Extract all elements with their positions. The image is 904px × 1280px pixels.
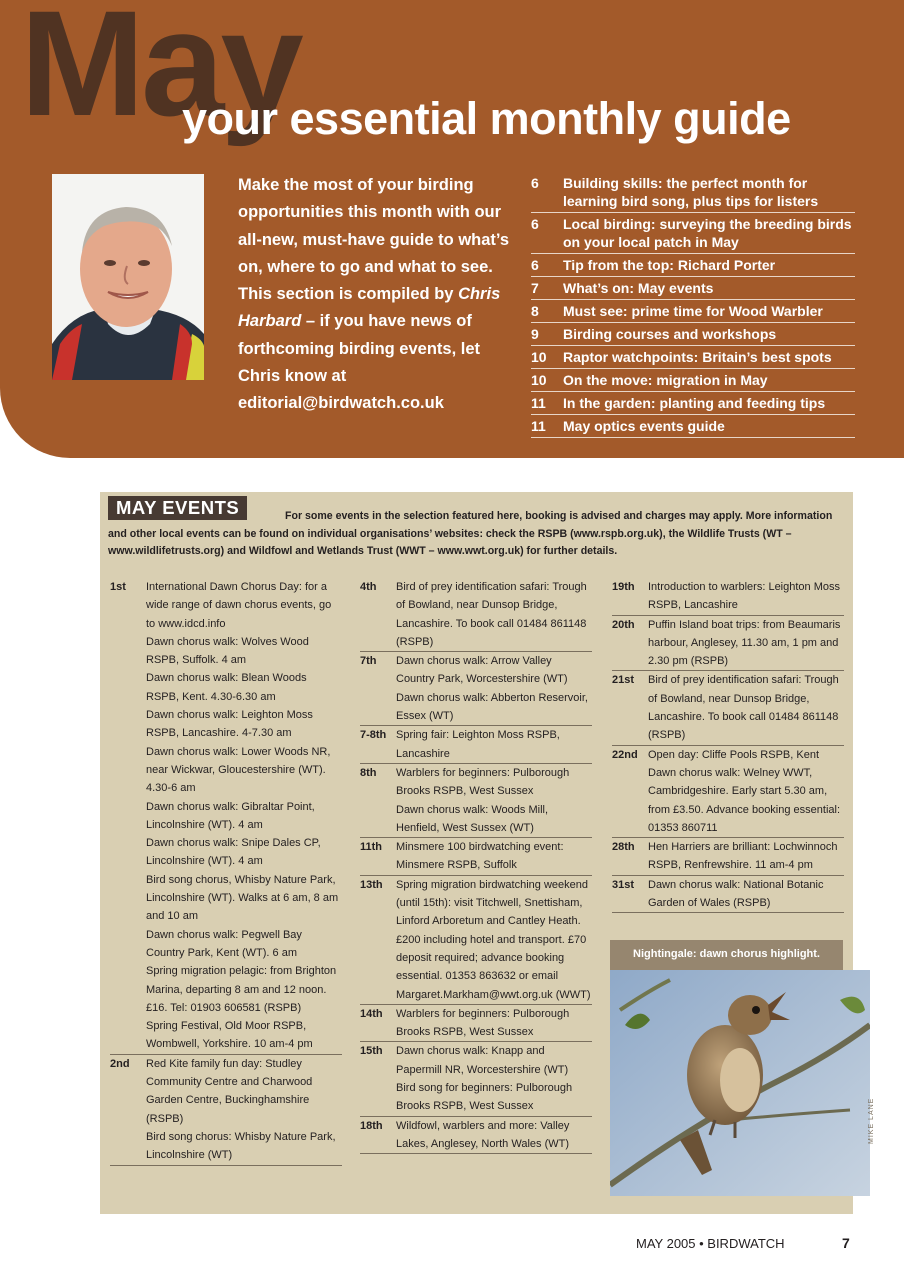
- event-items: [396, 1042, 592, 1115]
- event-date: 15th: [360, 1045, 383, 1058]
- event-date: 1st: [110, 581, 126, 593]
- event-item: Bird of prey identification safari: Trough of Bowland, near Dunsop Bridge, Lancashire. To book call 01484 861148 (RSPB): [396, 581, 587, 648]
- event-date: 20th: [612, 618, 635, 631]
- toc-title: May optics events guide: [563, 418, 725, 434]
- event-item: Wildfowl, warblers and more: Valley Lakes, Anglesey, North Wales (WT): [396, 1119, 570, 1150]
- event-row: [110, 578, 342, 1055]
- toc-page: 6: [531, 257, 539, 273]
- event-item: Open day: Cliffe Pools RSPB, Kent: [648, 748, 819, 761]
- events-heading: MAY EVENTS: [108, 496, 247, 520]
- event-row: [612, 838, 844, 876]
- event-date: 14th: [360, 1007, 383, 1020]
- event-items: [648, 746, 844, 837]
- event-row: [360, 578, 592, 652]
- intro-paragraph: [238, 172, 520, 418]
- event-item: Dawn chorus walk: Leighton Moss RSPB, Lancashire. 4-7.30 am: [146, 709, 313, 740]
- event-date: 22nd: [612, 748, 638, 761]
- event-items: [396, 876, 592, 1004]
- event-item: Bird song for beginners: Pulborough Brooks RSPB, West Sussex: [396, 1082, 573, 1113]
- author-photo: [52, 174, 204, 380]
- event-item: Dawn chorus walk: Gibraltar Point, Lincolnshire (WT). 4 am: [146, 800, 315, 831]
- toc-title: Building skills: the perfect month for learning bird song, plus tips for listers: [563, 175, 819, 209]
- event-item: Dawn chorus walk: National Botanic Garden of Wales (RSPB): [648, 878, 824, 910]
- toc-item[interactable]: [531, 346, 855, 369]
- event-item: Bird of prey identification safari: Trough of Bowland, near Dunsop Bridge, Lancashire. To book call 01484 861148 (RSPB): [648, 674, 839, 742]
- event-date: 18th: [360, 1119, 383, 1132]
- event-items: [396, 652, 592, 725]
- event-date: 8th: [360, 766, 377, 779]
- event-row: [360, 1005, 592, 1043]
- events-column-1: [110, 578, 342, 1166]
- event-date: 11th: [360, 841, 383, 854]
- events-intro: For some events in the selection featured here, booking is advised and charges may apply. More information and other local events can be found on individual organisations’ websites: check the RSPB (www.rspb.org.uk), the Wildlife Trusts (WT – www.wildlifetrusts.org) and Wildfowl and Wetlands Trust (WWT – www.wwt.org.uk) for further details.: [108, 510, 833, 557]
- event-date: 4th: [360, 581, 377, 593]
- toc-title: Must see: prime time for Wood Warbler: [563, 303, 823, 319]
- toc-item[interactable]: [531, 392, 855, 415]
- event-item: Dawn chorus walk: Woods Mill, Henfield, West Sussex (WT): [396, 803, 549, 834]
- toc-title: Birding courses and workshops: [563, 326, 777, 342]
- author-portrait-image: [52, 174, 204, 380]
- event-items: [396, 838, 592, 875]
- toc-title: What’s on: May events: [563, 280, 714, 296]
- photo-credit: MIKE LANE: [868, 1097, 875, 1144]
- event-item: Hen Harriers are brilliant: Lochwinnoch RSPB, Renfrewshire. 11 am-4 pm: [648, 841, 838, 872]
- event-items: [396, 726, 592, 763]
- intro-text-end: – if you have news of forthcoming birding events, let Chris know at editorial@birdwatch.co.uk: [238, 312, 481, 413]
- event-item: Dawn chorus walk: Arrow Valley Country Park, Worcestershire (WT): [396, 655, 568, 686]
- event-item: Dawn chorus walk: Knapp and Papermill NR, Worcestershire (WT): [396, 1045, 569, 1076]
- event-item: Bird song chorus: Whisby Nature Park, Lincolnshire (WT): [146, 1130, 336, 1162]
- event-date: 28th: [612, 841, 635, 854]
- page-subtitle: your essential monthly guide: [182, 93, 791, 144]
- toc-item[interactable]: [531, 415, 855, 438]
- events-column-3: [612, 578, 844, 913]
- event-row: [360, 764, 592, 838]
- intro-author: Chris Harbard: [238, 285, 501, 331]
- event-item: Warblers for beginners: Pulborough Brooks RSPB, West Sussex: [396, 1007, 570, 1039]
- event-item: Spring Festival, Old Moor RSPB, Wombwell, Yorkshire. 10 am-4 pm: [146, 1020, 313, 1051]
- event-item: Spring migration pelagic: from Brighton Marina, departing 8 am and 12 noon. £16. Tel: 01903 606581 (RSPB): [146, 965, 337, 1014]
- toc-page: 11: [531, 395, 546, 411]
- events-column-2: [360, 578, 592, 1154]
- contents-list: [531, 172, 855, 438]
- toc-page: 6: [531, 175, 539, 191]
- event-item: Dawn chorus walk: Abberton Reservoir, Essex (WT): [396, 691, 588, 723]
- toc-page: 8: [531, 303, 539, 319]
- toc-page: 11: [531, 418, 546, 434]
- toc-page: 6: [531, 216, 539, 232]
- event-item: Red Kite family fun day: Studley Community Centre and Charwood Garden Centre, Buckinghamshire (RSPB): [146, 1057, 313, 1125]
- toc-page: 9: [531, 326, 539, 342]
- toc-item[interactable]: [531, 369, 855, 392]
- event-date: 7th: [360, 655, 377, 668]
- toc-title: Local birding: surveying the breeding birds on your local patch in May: [563, 216, 852, 250]
- event-row: [360, 876, 592, 1005]
- toc-title: In the garden: planting and feeding tips: [563, 395, 826, 411]
- toc-page: 10: [531, 349, 547, 365]
- event-row: [360, 1117, 592, 1155]
- event-row: [360, 726, 592, 764]
- event-items: [396, 764, 592, 837]
- intro-text-start: Make the most of your birding opportunities this month with our all-new, must-have guide to what’s on, where to go and what to see. This section is compiled by: [238, 176, 510, 304]
- event-items: [648, 578, 844, 615]
- event-items: [396, 578, 592, 651]
- event-item: Dawn chorus walk: Snipe Dales CP, Lincolnshire (WT). 4 am: [146, 837, 321, 868]
- event-item: Dawn chorus walk: Welney WWT, Cambridgeshire. Early start 5.30 am, from £3.50. Advance booking essential: 01353 860711: [648, 766, 841, 834]
- event-date: 31st: [612, 878, 635, 891]
- event-item: Puffin Island boat trips: from Beaumaris harbour, Anglesey, 11.30 am, 1 pm and 2.30 pm (RSPB): [648, 618, 841, 668]
- event-date: 7-8th: [360, 729, 387, 742]
- event-items: [396, 1117, 592, 1154]
- event-items: [146, 1055, 342, 1165]
- toc-item[interactable]: [531, 172, 855, 213]
- event-date: 13th: [360, 878, 383, 891]
- event-row: [612, 876, 844, 914]
- event-items: [648, 616, 844, 671]
- event-item: Dawn chorus walk: Pegwell Bay Country Park, Kent (WT). 6 am: [146, 928, 302, 959]
- photo-caption: Nightingale: dawn chorus highlight.: [610, 940, 843, 970]
- event-date: 2nd: [110, 1057, 130, 1070]
- event-item: Warblers for beginners: Pulborough Brooks RSPB, West Sussex: [396, 766, 570, 798]
- toc-title: On the move: migration in May: [563, 372, 768, 388]
- event-item: Introduction to warblers: Leighton Moss RSPB, Lancashire: [648, 581, 840, 612]
- toc-item[interactable]: [531, 323, 855, 346]
- event-row: [612, 746, 844, 838]
- event-item: Dawn chorus walk: Wolves Wood RSPB, Suffolk. 4 am: [146, 635, 309, 667]
- toc-page: 10: [531, 372, 547, 388]
- event-item: Spring migration birdwatching weekend (until 15th): visit Titchwell, Snettisham, Linford Arboretum and Cantley Heath. £200 including hotel and transport. £70 deposit required; advance booking essential. 01353 863632 or email Margaret.Markham@wwt.org.uk (WWT): [396, 878, 591, 1001]
- event-row: [360, 1042, 592, 1116]
- event-date: 21st: [612, 674, 635, 687]
- event-item: Minsmere 100 birdwatching event: Minsmere RSPB, Suffolk: [396, 841, 564, 872]
- event-row: [612, 671, 844, 745]
- event-item: International Dawn Chorus Day: for a wide range of dawn chorus events, go to www.idcd.info: [146, 581, 332, 630]
- event-items: [146, 578, 342, 1054]
- page-number: 7: [842, 1235, 850, 1251]
- event-item: Bird song chorus, Whisby Nature Park, Lincolnshire (WT). Walks at 6 am, 8 am and 10 am: [146, 873, 339, 923]
- nightingale-image: [610, 970, 870, 1196]
- toc-item[interactable]: [531, 254, 855, 277]
- event-row: [360, 652, 592, 726]
- toc-page: 7: [531, 280, 539, 296]
- event-item: Spring fair: Leighton Moss RSPB, Lancashire: [396, 729, 560, 760]
- toc-title: Raptor watchpoints: Britain’s best spots: [563, 349, 832, 365]
- toc-item[interactable]: [531, 300, 855, 323]
- big-month-title: May: [20, 0, 300, 147]
- toc-title: Tip from the top: Richard Porter: [563, 257, 776, 273]
- event-row: [612, 616, 844, 672]
- event-item: Dawn chorus walk: Lower Woods NR, near Wickwar, Gloucestershire (WT). 4.30-6 am: [146, 745, 331, 795]
- toc-item[interactable]: [531, 277, 855, 300]
- nightingale-photo: [610, 970, 870, 1196]
- toc-item[interactable]: [531, 213, 855, 254]
- event-items: [648, 876, 844, 913]
- event-items: [396, 1005, 592, 1042]
- event-row: [360, 838, 592, 876]
- event-item: Dawn chorus walk: Blean Woods RSPB, Kent. 4.30-6.30 am: [146, 672, 307, 703]
- event-items: [648, 838, 844, 875]
- event-items: [648, 671, 844, 744]
- footer-text: MAY 2005 • BIRDWATCH: [636, 1236, 785, 1251]
- event-row: [110, 1055, 342, 1166]
- event-row: [612, 578, 844, 616]
- event-date: 19th: [612, 581, 635, 593]
